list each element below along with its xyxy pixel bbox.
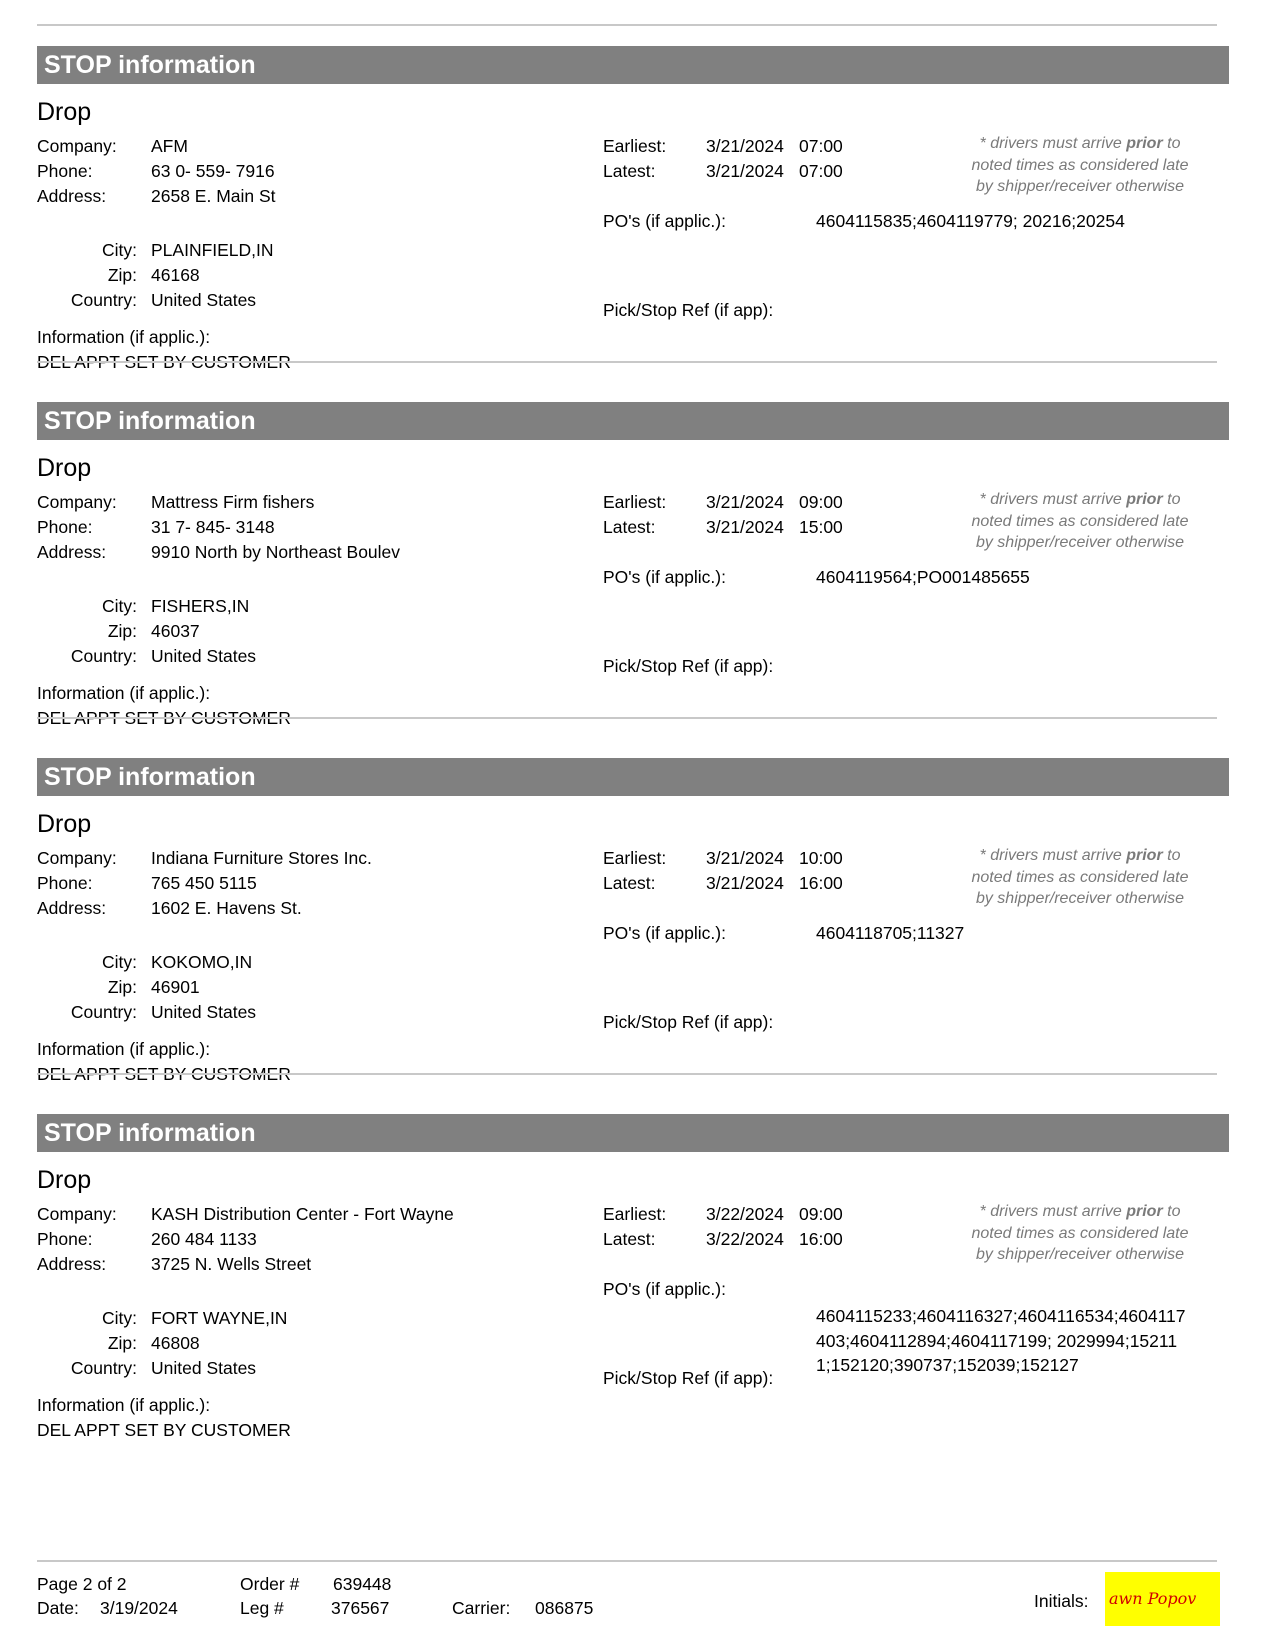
zip-value: 46037 xyxy=(151,621,200,641)
stop-type: Drop xyxy=(37,810,92,838)
note-line1-pre: * drivers must arrive xyxy=(979,491,1127,508)
stop-header: STOP information xyxy=(37,46,1229,84)
stop-type: Drop xyxy=(37,1166,92,1194)
earliest-time: 07:00 xyxy=(799,136,843,156)
note-bold: prior xyxy=(1126,847,1163,864)
earliest-label: Earliest: xyxy=(603,492,667,512)
note-line1-pre: * drivers must arrive xyxy=(979,1203,1127,1220)
latest-date: 3/21/2024 xyxy=(706,161,784,181)
city-label: City: xyxy=(102,240,137,260)
po-value: 4604119564;PO001485655 xyxy=(816,567,1030,587)
earliest-date: 3/22/2024 xyxy=(706,1204,784,1224)
city-value: FISHERS,IN xyxy=(151,596,250,616)
zip-label: Zip: xyxy=(107,1333,137,1353)
note-line1-pre: * drivers must arrive xyxy=(979,847,1127,864)
date-value: 3/19/2024 xyxy=(100,1598,178,1618)
late-arrival-note xyxy=(950,845,1210,910)
zip-value: 46901 xyxy=(151,977,200,997)
phone-value: 63 0- 559- 7916 xyxy=(151,161,275,181)
earliest-label: Earliest: xyxy=(603,1204,667,1224)
info-value: DEL APPT SET BY CUSTOMER xyxy=(37,1064,291,1084)
leg-label: Leg # xyxy=(240,1598,284,1618)
note-bold: prior xyxy=(1126,491,1163,508)
po-label: PO's (if applic.): xyxy=(603,211,726,231)
stop-section xyxy=(0,36,1275,381)
earliest-date: 3/21/2024 xyxy=(706,848,784,868)
section-rule xyxy=(37,1073,1217,1075)
company-value: Mattress Firm fishers xyxy=(151,492,315,512)
stop-header: STOP information xyxy=(37,1114,1229,1152)
company-value: Indiana Furniture Stores Inc. xyxy=(151,848,372,868)
latest-date: 3/21/2024 xyxy=(706,873,784,893)
earliest-label: Earliest: xyxy=(603,136,667,156)
country-value: United States xyxy=(151,290,257,310)
latest-date: 3/21/2024 xyxy=(706,517,784,537)
country-label: Country: xyxy=(70,1002,137,1022)
stop-section xyxy=(0,1104,1275,1449)
page-number: Page 2 of 2 xyxy=(37,1574,127,1594)
info-label: Information (if applic.): xyxy=(37,1039,211,1059)
carrier-value: 086875 xyxy=(535,1598,594,1618)
address-value: 2658 E. Main St xyxy=(151,186,276,206)
city-label: City: xyxy=(102,596,137,616)
zip-label: Zip: xyxy=(107,265,137,285)
latest-label: Latest: xyxy=(603,873,656,893)
ref-label: Pick/Stop Ref (if app): xyxy=(603,656,774,676)
section-rule xyxy=(37,361,1217,363)
ref-label: Pick/Stop Ref (if app): xyxy=(603,1012,774,1032)
ref-value: 4604115233;4604116327;4604116534;4604117403;4604112894;4604117199; 2029994;152111;152120;390737;152039;152127 xyxy=(816,1306,1186,1375)
note-line2: noted times as considered late xyxy=(971,156,1189,174)
po-label: PO's (if applic.): xyxy=(603,567,726,587)
po-value: 4604115835;4604119779; 20216;20254 xyxy=(816,211,1125,231)
city-value: PLAINFIELD,IN xyxy=(151,240,274,260)
po-label: PO's (if applic.): xyxy=(603,923,726,943)
stop-header: STOP information xyxy=(37,758,1229,796)
stop-type: Drop xyxy=(37,98,92,126)
address-value: 9910 North by Northeast Boulev xyxy=(151,542,401,562)
address-value: 1602 E. Havens St. xyxy=(151,898,302,918)
stop-header: STOP information xyxy=(37,402,1229,440)
country-label: Country: xyxy=(70,1358,137,1378)
address-value: 3725 N. Wells Street xyxy=(151,1254,312,1274)
note-line1-post: to xyxy=(1162,135,1181,152)
zip-label: Zip: xyxy=(107,977,137,997)
latest-time: 15:00 xyxy=(799,517,843,537)
ref-label: Pick/Stop Ref (if app): xyxy=(603,300,774,320)
phone-label: Phone: xyxy=(37,1229,93,1249)
note-line3: by shipper/receiver otherwise xyxy=(975,178,1185,195)
ref-label: Pick/Stop Ref (if app): xyxy=(603,1368,774,1388)
address-label: Address: xyxy=(37,898,107,918)
city-label: City: xyxy=(102,1308,137,1328)
zip-value: 46808 xyxy=(151,1333,200,1353)
earliest-label: Earliest: xyxy=(603,848,667,868)
note-line1-pre: * drivers must arrive xyxy=(979,135,1127,152)
date-label: Date: xyxy=(37,1598,79,1618)
zip-value: 46168 xyxy=(151,265,200,285)
note-bold: prior xyxy=(1126,135,1163,152)
address-label: Address: xyxy=(37,1254,107,1274)
company-value: AFM xyxy=(151,136,188,156)
late-arrival-note xyxy=(950,1201,1210,1266)
latest-time: 07:00 xyxy=(799,161,843,181)
initials-label: Initials: xyxy=(1034,1591,1089,1611)
initials-signature-box xyxy=(1105,1572,1220,1626)
note-bold: prior xyxy=(1126,1203,1163,1220)
latest-time: 16:00 xyxy=(799,873,843,893)
phone-value: 31 7- 845- 3148 xyxy=(151,517,275,537)
phone-value: 765 450 5115 xyxy=(151,873,257,893)
note-line1-post: to xyxy=(1162,847,1181,864)
info-label: Information (if applic.): xyxy=(37,1395,211,1415)
country-value: United States xyxy=(151,1002,257,1022)
info-label: Information (if applic.): xyxy=(37,327,211,347)
info-value: DEL APPT SET BY CUSTOMER xyxy=(37,1420,291,1440)
latest-time: 16:00 xyxy=(799,1229,843,1249)
note-line3: by shipper/receiver otherwise xyxy=(975,534,1185,551)
address-label: Address: xyxy=(37,186,107,206)
initials-signature: awn Popov xyxy=(1109,1589,1197,1608)
company-label: Company: xyxy=(37,136,117,156)
company-label: Company: xyxy=(37,492,117,512)
latest-label: Latest: xyxy=(603,1229,656,1249)
note-line2: noted times as considered late xyxy=(971,868,1189,886)
city-value: KOKOMO,IN xyxy=(151,952,253,972)
note-line1-post: to xyxy=(1162,1203,1181,1220)
earliest-date: 3/21/2024 xyxy=(706,492,784,512)
note-line3: by shipper/receiver otherwise xyxy=(975,1246,1185,1263)
po-value: 4604118705;11327 xyxy=(816,923,965,943)
address-label: Address: xyxy=(37,542,107,562)
earliest-time: 09:00 xyxy=(799,1204,843,1224)
info-value: DEL APPT SET BY CUSTOMER xyxy=(37,352,291,372)
carrier-label: Carrier: xyxy=(452,1598,511,1618)
zip-label: Zip: xyxy=(107,621,137,641)
note-line1-post: to xyxy=(1162,491,1181,508)
leg-value: 376567 xyxy=(331,1598,390,1618)
stop-type: Drop xyxy=(37,454,92,482)
stop-section xyxy=(0,748,1275,1093)
country-label: Country: xyxy=(70,290,137,310)
earliest-time: 09:00 xyxy=(799,492,843,512)
country-label: Country: xyxy=(70,646,137,666)
po-label: PO's (if applic.): xyxy=(603,1279,726,1299)
earliest-time: 10:00 xyxy=(799,848,843,868)
city-label: City: xyxy=(102,952,137,972)
country-value: United States xyxy=(151,1358,257,1378)
company-label: Company: xyxy=(37,848,117,868)
company-label: Company: xyxy=(37,1204,117,1224)
info-label: Information (if applic.): xyxy=(37,683,211,703)
note-line2: noted times as considered late xyxy=(971,512,1189,530)
country-value: United States xyxy=(151,646,257,666)
order-value: 639448 xyxy=(333,1574,392,1594)
section-rule xyxy=(37,717,1217,719)
phone-label: Phone: xyxy=(37,873,93,893)
latest-label: Latest: xyxy=(603,517,656,537)
earliest-date: 3/21/2024 xyxy=(706,136,784,156)
city-value: FORT WAYNE,IN xyxy=(151,1308,288,1328)
latest-date: 3/22/2024 xyxy=(706,1229,784,1249)
latest-label: Latest: xyxy=(603,161,656,181)
stop-section xyxy=(0,392,1275,737)
note-line3: by shipper/receiver otherwise xyxy=(975,890,1185,907)
info-value: DEL APPT SET BY CUSTOMER xyxy=(37,708,291,728)
order-label: Order # xyxy=(240,1574,300,1594)
late-arrival-note xyxy=(950,133,1210,198)
phone-label: Phone: xyxy=(37,161,93,181)
phone-label: Phone: xyxy=(37,517,93,537)
company-value: KASH Distribution Center - Fort Wayne xyxy=(151,1204,454,1224)
footer-rule xyxy=(37,1560,1217,1562)
phone-value: 260 484 1133 xyxy=(151,1229,257,1249)
note-line2: noted times as considered late xyxy=(971,1224,1189,1242)
top-rule xyxy=(37,24,1217,26)
late-arrival-note xyxy=(950,489,1210,554)
